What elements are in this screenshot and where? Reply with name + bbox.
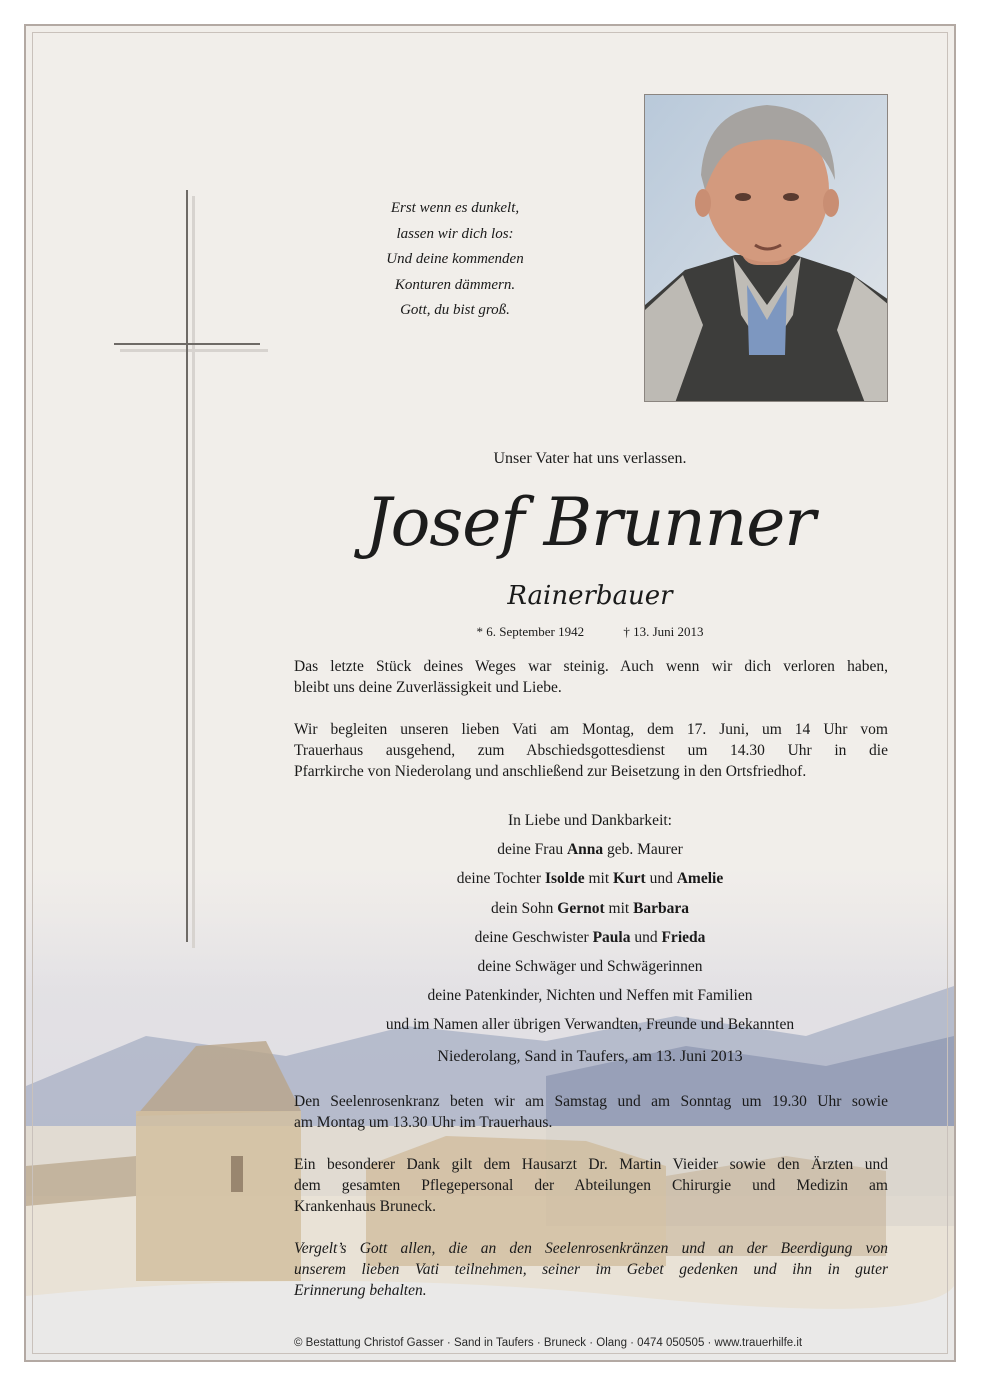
- paragraph-3: [294, 1091, 888, 1133]
- poem-line: lassen wir dich los:: [396, 225, 514, 242]
- cross-shadow-vertical: [192, 196, 195, 948]
- poem-line: Und deine kommenden: [386, 251, 524, 267]
- paragraph-line: Das letzte Stück deines Weges war steinig. Auch wenn wir dich verloren haben,: [294, 658, 888, 675]
- poem: [340, 196, 570, 324]
- place-date: Niederolang, Sand in Taufers, am 13. Juni 2013: [437, 1048, 743, 1065]
- mourner-siblings: deine Geschwister Paula und Frieda: [474, 928, 706, 946]
- paragraph-2: [294, 719, 888, 782]
- deceased-name: Josef Brunner: [365, 484, 815, 561]
- poem-line: Gott, du bist groß.: [400, 302, 510, 318]
- mourner-son: dein Sohn Gernot mit Barbara: [490, 899, 690, 917]
- paragraph-1: [294, 656, 888, 698]
- paragraph-line: dem gesamten Pflegepersonal der Abteilungen Chirurgie und Medizin am: [294, 1177, 888, 1194]
- paragraph-line: Den Seelenrosenkranz beten wir am Samstag und am Sonntag um 19.30 Uhr sowie: [294, 1093, 888, 1110]
- paragraph-line: Krankenhaus Bruneck.: [294, 1198, 437, 1215]
- life-dates: [292, 624, 888, 640]
- poem-line: Erst wenn es dunkelt,: [390, 200, 520, 216]
- mourner-godchildren: deine Patenkinder, Nichten und Neffen mit Familien: [427, 987, 753, 1005]
- footer-credit: © Bestattung Christof Gasser · Sand in Taufers · Bruneck · Olang · 0474 050505 · www.trauerhilfe.it: [294, 1337, 803, 1349]
- paragraph-line: am Montag um 13.30 Uhr im Trauerhaus.: [294, 1114, 553, 1131]
- paragraph-line: bleibt uns deine Zuverlässigkeit und Liebe.: [294, 679, 562, 696]
- cross-shadow-horizontal: [120, 349, 268, 352]
- death-date: † 13. Juni 2013: [623, 624, 704, 639]
- farm-name: Rainerbauer: [507, 581, 673, 611]
- paragraph-4: [294, 1154, 888, 1217]
- cross-icon-vertical: [186, 190, 188, 942]
- mourner-others: und im Namen aller übrigen Verwandten, Freunde und Bekannten: [385, 1016, 795, 1034]
- paragraph-line: Erinnerung behalten.: [294, 1282, 427, 1299]
- paragraph-line: Ein besonderer Dank gilt dem Hausarzt Dr. Martin Vieider sowie den Ärzten und: [294, 1156, 888, 1173]
- mourner-wife: deine Frau Anna geb. Maurer: [497, 841, 683, 859]
- paragraph-line: unserem lieben Vati teilnehmen, seiner im Gebet gedenken und ihn in guter: [294, 1261, 888, 1278]
- paragraph-5: [294, 1238, 888, 1301]
- mourners-heading: In Liebe und Dankbarkeit:: [508, 812, 672, 829]
- paragraph-line: Wir begleiten unseren lieben Vati am Montag, dem 17. Juni, um 14 Uhr vom: [294, 721, 888, 738]
- mourner-daughter: deine Tochter Isolde mit Kurt und Amelie: [456, 870, 724, 888]
- paragraph-line: Vergelt’s Gott allen, die an den Seelenrosenkränzen und an der Beerdigung von: [294, 1240, 888, 1257]
- poem-line: Konturen dämmern.: [394, 276, 516, 293]
- mourner-inlaws: deine Schwäger und Schwägerinnen: [477, 958, 703, 976]
- mourners-list: [292, 806, 888, 1040]
- birth-date: * 6. September 1942: [476, 624, 585, 639]
- intro-text: Unser Vater hat uns verlassen.: [493, 450, 687, 467]
- paragraph-line: Pfarrkirche von Niederolang und anschließend zur Beisetzung in den Ortsfriedhof.: [294, 763, 807, 780]
- cross-icon-horizontal: [114, 343, 260, 345]
- paragraph-line: Trauerhaus ausgehend, zum Abschiedsgottesdienst um 14.30 Uhr in die: [294, 742, 888, 759]
- portrait-photo: [644, 94, 888, 402]
